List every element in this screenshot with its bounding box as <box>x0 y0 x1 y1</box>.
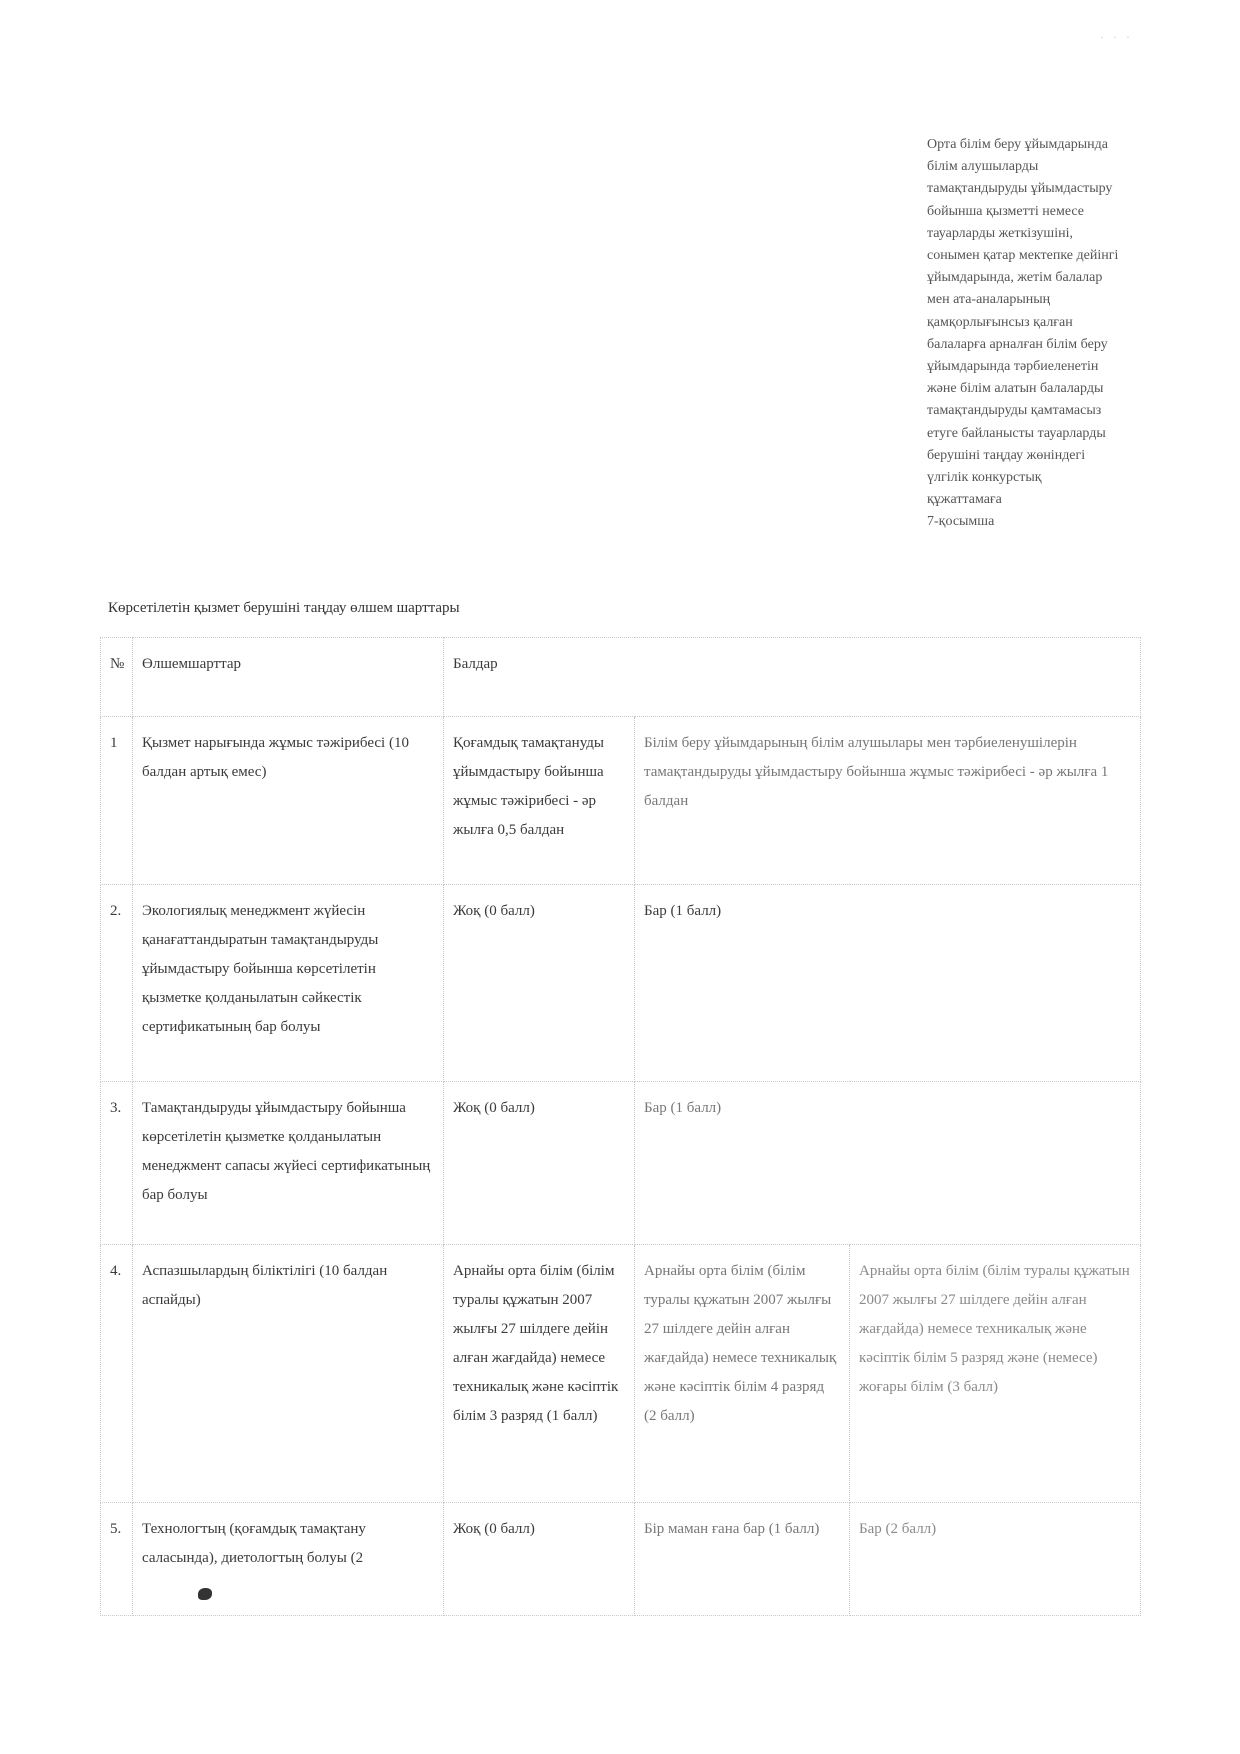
row-option: Арнайы орта білім (білім туралы құжатын 2007 жылғы 27 шілдеге дейін алған жағдайда) немесе техникалық және кәсіптік білім 5 разряд және (немесе) жоғары білім (3 балл) <box>850 1245 1141 1503</box>
annex-line: және білім алатын балаларды <box>927 381 1104 397</box>
row-option: Бар (1 балл) <box>635 885 1141 1082</box>
annex-line: ұйымдарында, жетім балалар <box>927 270 1103 286</box>
annex-line: Орта білім беру ұйымдарында <box>927 137 1108 152</box>
annex-line: етуге байланысты тауарларды <box>927 425 1106 441</box>
annex-line: бойынша қызметті немесе <box>927 203 1084 219</box>
criteria-table <box>100 637 1141 1616</box>
row-option: Жоқ (0 балл) <box>444 885 635 1082</box>
document-title: Көрсетілетін қызмет берушіні таңдау өлшем шарттары <box>108 600 460 616</box>
header-points: Балдар <box>444 638 1141 717</box>
annex-line: қамқорлығынсыз қалған <box>927 314 1073 330</box>
annex-line: ұйымдарында тәрбиеленетін <box>927 359 1099 375</box>
row-option: Қоғамдық тамақтануды ұйымдастыру бойынша жұмыс тәжірибесі - әр жылға 0,5 балдан <box>444 717 635 885</box>
annex-line: білім алушыларды <box>927 159 1039 175</box>
header-no: № <box>101 638 133 717</box>
annex-line: үлгілік конкурстық <box>927 470 1042 486</box>
row-no: 2. <box>101 885 133 1082</box>
table-row <box>101 1503 1141 1616</box>
row-no: 5. <box>101 1503 133 1616</box>
table-row <box>101 1245 1141 1503</box>
table-row <box>101 1082 1141 1245</box>
row-criteria: Тамақтандыруды ұйымдастыру бойынша көрсетілетін қызметке қолданылатын менеджмент сапасы жүйесі сертификатының бар болуы <box>133 1082 444 1245</box>
ink-spot <box>198 1588 212 1600</box>
row-option: Бар (1 балл) <box>635 1082 1141 1245</box>
table-header-row <box>101 638 1141 717</box>
annex-line: тамақтандыруды ұйымдастыру <box>927 181 1113 197</box>
row-no: 1 <box>101 717 133 885</box>
annex-line: құжаттамаға <box>927 492 1002 508</box>
row-option: Бар (2 балл) <box>850 1503 1141 1616</box>
row-criteria: Технологтың (қоғамдық тамақтану саласында), диетологтың болуы (2 <box>133 1503 444 1616</box>
row-option: Жоқ (0 балл) <box>444 1082 635 1245</box>
scan-mark: · · · <box>1100 30 1133 44</box>
row-no: 4. <box>101 1245 133 1503</box>
annex-line: тауарларды жеткізушіні, <box>927 225 1073 241</box>
annex-line: тамақтандыруды қамтамасыз <box>927 403 1102 419</box>
row-option: Арнайы орта білім (білім туралы құжатын 2007 жылғы 27 шілдеге дейін алған жағдайда) немесе техникалық және кәсіптік білім 4 разряд (2 балл) <box>635 1245 850 1503</box>
annex-line: балаларға арналған білім беру <box>927 336 1108 352</box>
row-option: Білім беру ұйымдарының білім алушылары мен тәрбиеленушілерін тамақтандыруды ұйымдастыру бойынша жұмыс тәжірибесі - әр жылға 1 балдан <box>635 717 1141 885</box>
row-criteria: Қызмет нарығында жұмыс тәжірибесі (10 балдан артық емес) <box>133 717 444 885</box>
row-no: 3. <box>101 1082 133 1245</box>
annex-line: берушіні таңдау жөніндегі <box>927 447 1086 463</box>
annex-line: мен ата-аналарының <box>927 292 1051 308</box>
table-row <box>101 885 1141 1082</box>
row-criteria: Экологиялық менеджмент жүйесін қанағаттандыратын тамақтандыруды ұйымдастыру бойынша көрсетілетін қызметке қолданылатын сәйкестік сертификатының бар болуы <box>133 885 444 1082</box>
row-option: Арнайы орта білім (білім туралы құжатын 2007 жылғы 27 шілдеге дейін алған жағдайда) немесе техникалық және кәсіптік білім 3 разряд (1 балл) <box>444 1245 635 1503</box>
annex-line: сонымен қатар мектепке дейінгі <box>927 248 1119 264</box>
table-row <box>101 717 1141 885</box>
row-criteria: Аспазшылардың біліктілігі (10 балдан аспайды) <box>133 1245 444 1503</box>
row-option: Бір маман ғана бар (1 балл) <box>635 1503 850 1616</box>
annex-note <box>927 134 1167 534</box>
annex-line: 7-қосымша <box>927 514 995 530</box>
header-criteria: Өлшемшарттар <box>133 638 444 717</box>
row-option: Жоқ (0 балл) <box>444 1503 635 1616</box>
